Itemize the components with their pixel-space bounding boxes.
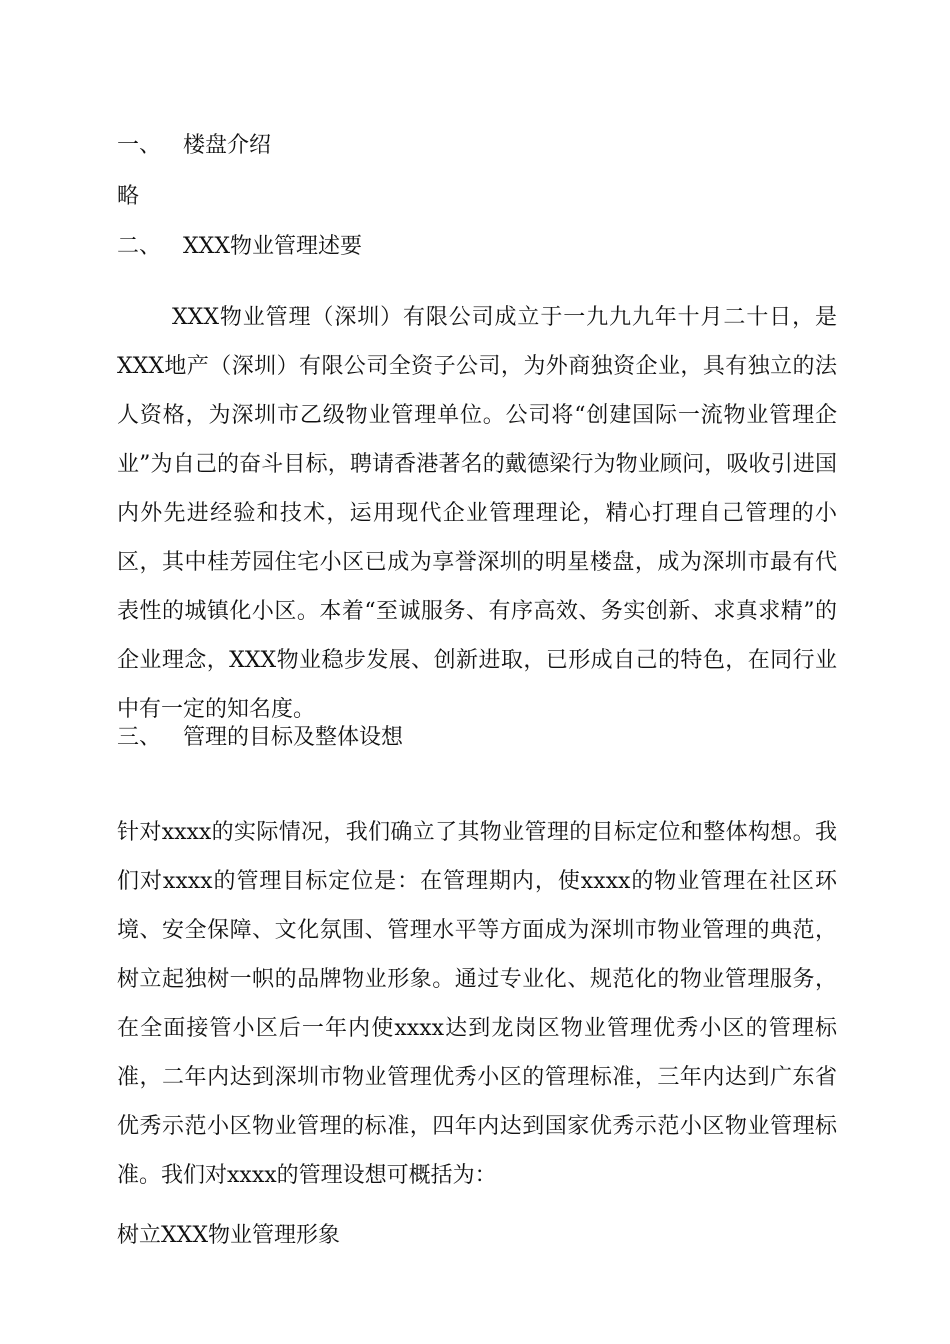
section-2-paragraph: XXX物业管理（深圳）有限公司成立于一九九九年十月二十日，是XXX地产（深圳）有限公司全资子公司，为外商独资企业，具有独立的法人资格，为深圳市乙级物业管理单位。公司将“创建国际一流物业管理企业”为自己的奋斗目标，聘请香港著名的戴德梁行为物业顾问，吸收引进国内外先进经验和技术，运用现代企业管理理论，精心打理自己管理的小区，其中桂芳园住宅小区已成为享誉深圳的明星楼盘，成为深圳市最有代表性的城镇化小区。本着“至诚服务、有序高效、务实创新、求真求精”的企业理念，XXX物业稳步发展、创新进取，已形成自己的特色，在同行业中有一定的知名度。 <box>117 305 837 722</box>
section-1-heading <box>117 131 271 161</box>
section-1-body: 略 <box>117 184 140 209</box>
section-2-title: XXX物业管理述要 <box>183 234 362 259</box>
section-2-number: 二、 <box>117 234 162 259</box>
section-3-title: 管理的目标及整体设想 <box>183 725 404 750</box>
section-3-number: 三、 <box>117 725 162 750</box>
section-3-heading <box>117 723 403 753</box>
section-1-title: 楼盘介绍 <box>183 133 272 158</box>
section-3-subheading: 树立XXX物业管理形象 <box>117 1223 340 1248</box>
section-1-number: 一、 <box>117 133 162 158</box>
section-3-paragraph: 针对xxxx的实际情况，我们确立了其物业管理的目标定位和整体构想。我们对xxxx的管理目标定位是：在管理期内，使xxxx的物业管理在社区环境、安全保障、文化氛围、管理水平等方面成为深圳市物业管理的典范，树立起独树一帜的品牌物业形象。通过专业化、规范化的物业管理服务，在全面接管小区后一年内使xxxx达到龙岗区物业管理优秀小区的管理标准，二年内达到深圳市物业管理优秀小区的管理标准，三年内达到广东省优秀示范小区物业管理的标准，四年内达到国家优秀示范小区物业管理标准。我们对xxxx的管理设想可概括为： <box>117 820 837 1188</box>
section-2-heading <box>117 232 362 262</box>
